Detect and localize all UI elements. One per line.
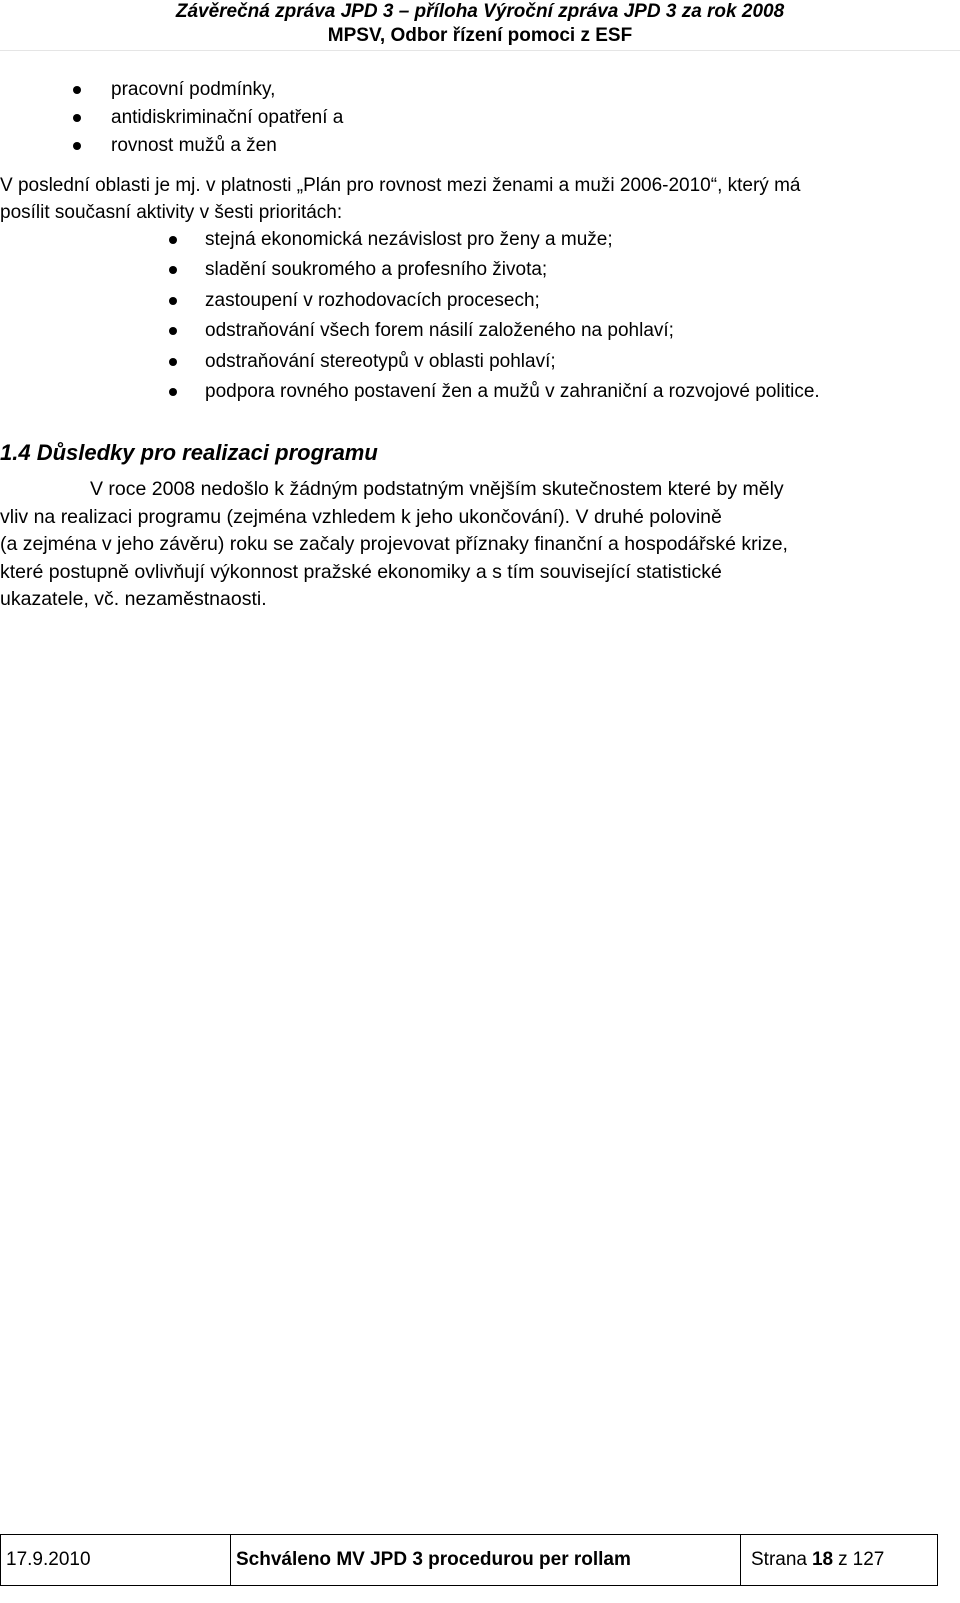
paragraph-line: V poslední oblasti je mj. v platnosti „Plán pro rovnost mezi ženami a muži 2006-2010“, který má	[0, 175, 801, 196]
list-item-text: sladění soukromého a profesního života;	[205, 259, 548, 281]
list-item-text: odstraňování stereotypů v oblasti pohlaví;	[205, 350, 556, 372]
section-paragraph	[0, 476, 940, 614]
bullet-icon	[169, 327, 177, 335]
paragraph-line: které postupně ovlivňují výkonnost pražské ekonomiky a s tím související statistické	[0, 560, 722, 583]
page-label: Strana	[751, 1549, 807, 1570]
paragraph-line: posílit současní aktivity v šesti prioritách:	[0, 202, 343, 223]
list-item-text: rovnost mužů a žen	[111, 135, 277, 156]
header-title: Závěrečná zpráva JPD 3 – příloha Výroční zpráva JPD 3 za rok 2008	[175, 1, 785, 22]
footer-page-number	[741, 1535, 937, 1585]
paragraph-line: ukazatele, vč. nezaměstnaosti.	[0, 588, 267, 610]
page-current: 18	[811, 1549, 834, 1570]
page-of-label: z	[838, 1549, 848, 1570]
page-footer	[0, 1534, 938, 1586]
footer-date: 17.9.2010	[1, 1535, 231, 1585]
page-total: 127	[852, 1549, 885, 1570]
list-item-text: stejná ekonomická nezávislost pro ženy a muže;	[205, 229, 613, 250]
bullet-icon	[73, 142, 81, 150]
list-item-text: pracovní podmínky,	[111, 79, 276, 100]
paragraph-line: V roce 2008 nedošlo k žádným podstatným vnějším skutečnostem které by měly	[90, 478, 784, 500]
bullet-icon	[169, 266, 177, 274]
bullet-icon	[169, 297, 177, 305]
paragraph-line: vliv na realizaci programu (zejména vzhledem k jeho ukončování). V druhé polovině	[0, 505, 722, 528]
paragraph-plan	[0, 172, 950, 226]
header-subtitle: MPSV, Odbor řízení pomoci z ESF	[327, 25, 633, 46]
footer-approval: Schváleno MV JPD 3 procedurou per rollam	[231, 1535, 741, 1585]
list-item-text: podpora rovného postavení žen a mužů v zahraniční a rozvojové politice.	[205, 380, 820, 402]
bullet-icon	[73, 86, 81, 94]
bullet-icon	[169, 388, 177, 396]
list-item-text: antidiskriminační opatření a	[111, 107, 344, 128]
page-header	[0, 0, 960, 48]
bullet-icon	[169, 358, 177, 366]
list-item-text: odstraňování všech forem násilí založeného na pohlaví;	[205, 320, 674, 342]
bullet-icon	[73, 114, 81, 122]
header-divider	[0, 50, 960, 51]
paragraph-line: (a zejména v jeho závěru) roku se začaly projevovat příznaky finanční a hospodářské krize,	[0, 533, 788, 555]
list-item-text: zastoupení v rozhodovacích procesech;	[205, 289, 540, 311]
section-heading: 1.4 Důsledky pro realizaci programu	[0, 440, 378, 465]
bullet-icon	[169, 236, 177, 244]
